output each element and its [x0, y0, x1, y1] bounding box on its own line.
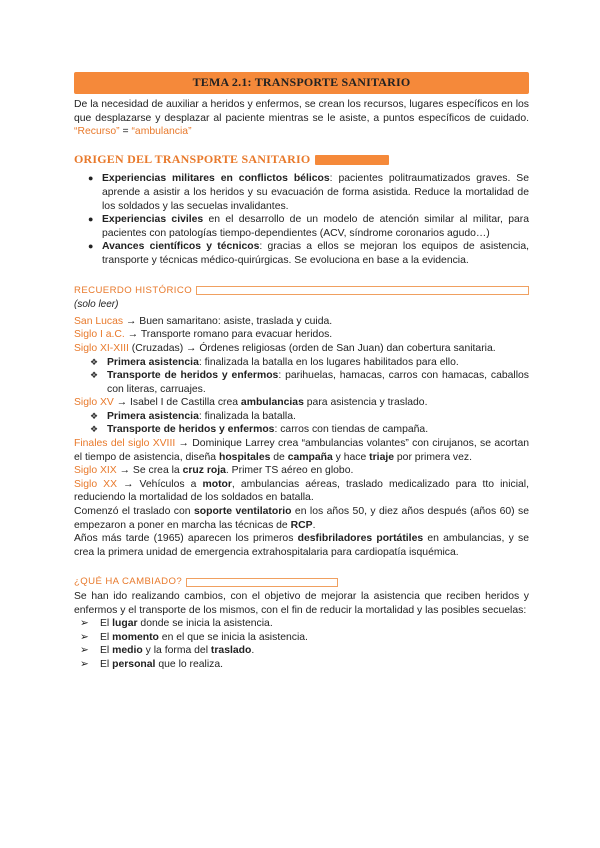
history-line-siglo15	[74, 396, 529, 410]
page-title: TEMA 2.1: TRANSPORTE SANITARIO	[192, 75, 411, 90]
cambiado-list	[74, 617, 529, 671]
history-label: Siglo XX	[74, 478, 118, 490]
history-text: . Primer TS aéreo en globo.	[225, 465, 354, 477]
history-label: Siglo XI-XIII	[74, 342, 129, 354]
history-bold: soporte ventilatorio	[193, 506, 292, 518]
list-item	[88, 213, 529, 240]
history-label: Siglo XIX	[74, 465, 117, 477]
item-text: El	[100, 631, 113, 643]
section-title-recuerdo: RECUERDO HISTÓRICO	[74, 284, 193, 296]
history-text: Órdenes religiosas (orden de San Juan) dan cobertura sanitaria.	[199, 342, 496, 354]
item-bold: Experiencias militares en conflictos bélicos	[102, 173, 330, 185]
history-text: Isabel I de Castilla crea	[130, 397, 241, 409]
item-text: donde se inicia la asistencia.	[137, 618, 273, 630]
list-item	[80, 617, 529, 631]
item-text: que lo realiza.	[155, 658, 224, 670]
history-text: en ambulancias, y se crea la primera unidad de emergencia extrahospitalaria para cardiopatía isquémica.	[74, 533, 529, 558]
title-banner	[74, 72, 529, 94]
bullet-icon: ●	[88, 241, 94, 252]
bullet-icon: ●	[88, 173, 94, 184]
history-bold: motor	[202, 478, 232, 490]
item-text: : parihuelas, hamacas, carros con hamacas, caballos con literas, carruajes.	[107, 370, 530, 395]
history-text: Vehículos a	[139, 478, 203, 490]
history-text: para asistencia y traslado.	[303, 397, 428, 409]
bullet-icon: ●	[88, 214, 94, 225]
intro-equals: =	[119, 126, 132, 138]
item-text: en el que se inicia la asistencia.	[158, 631, 308, 643]
history-line-siglo19	[74, 464, 529, 478]
item-text: : pacientes politraumatizados graves. Se aprende a asistir a los heridos y su evacuación de forma asistida. Reduce la mortalidad de los soldados y las secuelas invalidantes.	[102, 173, 530, 212]
history-text: de	[270, 451, 288, 463]
heading-bar	[196, 286, 529, 295]
list-item	[90, 423, 529, 437]
item-text: El	[100, 658, 113, 670]
history-bold: campaña	[287, 451, 333, 463]
arrow-icon: →	[183, 342, 200, 354]
list-item	[80, 644, 529, 658]
history-text: y hace	[332, 451, 370, 463]
section-title-cambiado: ¿QUÉ HA CAMBIADO?	[74, 576, 183, 588]
arrow-icon: →	[124, 329, 141, 341]
heading-bar	[186, 578, 338, 587]
item-bold: Avances científicos y técnicos	[102, 241, 260, 253]
history-label: San Lucas	[74, 315, 124, 327]
history-label: Finales del siglo XVIII	[74, 438, 176, 450]
item-text: El	[100, 645, 113, 657]
list-item	[90, 369, 529, 396]
diamond-bullet-icon: ❖	[90, 370, 99, 381]
history-label: Siglo XV	[74, 397, 114, 409]
document-page	[74, 72, 529, 672]
item-text: : finalizada la batalla.	[198, 410, 296, 422]
item-bold: Transporte de heridos y enfermos	[107, 424, 275, 436]
history-line-siglo1	[74, 328, 529, 342]
history-text: Dominique Larrey crea “ambulancias volantes” con cirujanos, se acortan el tiempo de asistencia, diseña	[74, 438, 530, 463]
history-line-lucas	[74, 315, 529, 329]
history-text: Comenzó el traslado con	[74, 506, 194, 518]
item-bold: Experiencias civiles	[102, 214, 204, 226]
history-line-siglo20	[74, 478, 529, 505]
section-title-origen: ORIGEN DEL TRANSPORTE SANITARIO	[74, 151, 311, 166]
heading-bar	[315, 155, 389, 165]
history-label: Siglo I a.C.	[74, 329, 125, 341]
arrow-icon: →	[113, 397, 131, 409]
siglo15-sublist	[74, 410, 529, 437]
arrow-bullet-icon: ➢	[80, 631, 89, 643]
history-bold: desfibriladores portátiles	[297, 533, 424, 545]
list-item	[80, 658, 529, 672]
history-bold: cruz roja	[182, 465, 226, 477]
arrow-bullet-icon: ➢	[80, 645, 89, 657]
history-text: Años más tarde (1965) aparecen los primeros	[74, 533, 298, 545]
origen-list	[74, 172, 529, 267]
section-heading-origen	[74, 153, 529, 167]
history-line-siglo18	[74, 437, 529, 464]
cambiado-paragraph: Se han ido realizando cambios, con el objetivo de mejorar la asistencia que reciben heridos y enfermos y el transporte de los mismos, con el fin de reducir la mortalidad y las posibles secuelas:	[74, 591, 529, 616]
item-text: .	[251, 645, 255, 657]
diamond-bullet-icon: ❖	[90, 410, 99, 421]
history-paragraph-ventilatorio	[74, 505, 529, 532]
intro-text: De la necesidad de auxiliar a heridos y enfermos, se crean los recursos, lugares específicos en los que desplazarse y desplazar al paciente mientras se le asiste, a puntos específicos de cuidado.	[74, 99, 529, 124]
arrow-bullet-icon: ➢	[80, 658, 89, 670]
arrow-icon: →	[123, 315, 140, 327]
item-text: : carros con tiendas de campaña.	[274, 424, 429, 436]
list-item	[90, 410, 529, 424]
history-paragraph-desfibriladores	[74, 532, 529, 559]
diamond-bullet-icon: ❖	[90, 424, 99, 435]
history-bold: hospitales	[218, 451, 271, 463]
history-bold: RCP	[290, 519, 313, 531]
siglo11-sublist	[74, 356, 529, 397]
history-line-siglo11	[74, 342, 529, 356]
item-text: : gracias a ellos se mejoran los equipos de asistencia, transporte y técnicas médico-quirúrgicas. Se evoluciona en base a la evidencia.	[102, 241, 529, 266]
arrow-icon: →	[116, 465, 133, 477]
history-text: en los años 50, y diez años después (años 60) se empezaron a poner en marcha las técnicas de	[74, 506, 529, 531]
item-bold: Transporte de heridos y enfermos	[107, 370, 279, 382]
item-text: en el desarrollo de un modelo de atención similar al militar, para pacientes con patologías tiempo-dependientes (ACV, síndrome coronarios agudo…)	[102, 214, 530, 239]
history-text: Buen samaritano: asiste, traslada y cuida.	[139, 315, 333, 327]
intro-recurso: “Recurso”	[74, 126, 120, 138]
intro-paragraph	[74, 98, 529, 139]
intro-ambulancia: “ambulancia”	[131, 126, 192, 138]
history-bold: ambulancias	[240, 397, 304, 409]
list-item	[90, 356, 529, 370]
history-text: por primera vez.	[394, 451, 472, 463]
item-text: y la forma del	[142, 645, 211, 657]
item-bold: Primera asistencia	[107, 356, 199, 368]
history-text: .	[312, 519, 316, 531]
history-text: (Cruzadas)	[128, 342, 184, 354]
list-item	[88, 172, 529, 213]
list-item	[80, 631, 529, 645]
history-bold: triaje	[369, 451, 395, 463]
history-text: Transporte romano para evacuar heridos.	[140, 329, 333, 341]
section-heading-recuerdo	[74, 284, 529, 298]
item-bold: Primera asistencia	[107, 410, 199, 422]
item-bold: lugar	[112, 618, 138, 630]
history-text: , ambulancias aéreas, traslado medicalizado para tto inicial, reduciendo la mortalidad de los soldados en batalla.	[74, 478, 530, 504]
section-heading-cambiado	[74, 575, 529, 589]
item-bold: medio	[112, 645, 143, 657]
item-bold: personal	[112, 658, 156, 670]
item-text: : finalizada la batalla en los lugares habilitados para ello.	[198, 356, 459, 368]
note-solo-leer: (solo leer)	[74, 299, 119, 311]
arrow-icon: →	[117, 478, 140, 490]
arrow-bullet-icon: ➢	[80, 618, 89, 630]
diamond-bullet-icon: ❖	[90, 356, 99, 367]
list-item	[88, 240, 529, 267]
item-bold: momento	[112, 631, 159, 643]
history-text: Se crea la	[132, 465, 183, 477]
item-text: El	[100, 618, 113, 630]
item-bold: traslado	[210, 645, 252, 657]
arrow-icon: →	[175, 438, 193, 450]
